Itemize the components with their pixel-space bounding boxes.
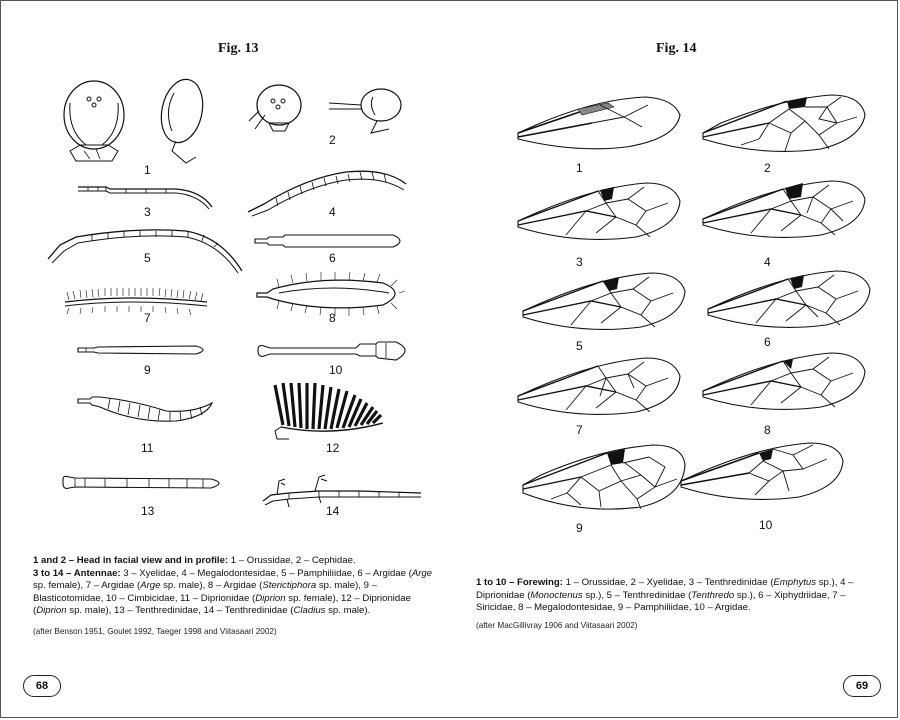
figure-caption bbox=[33, 555, 433, 618]
caption-heading: 1 to 10 – Forewing: bbox=[476, 577, 563, 588]
caption-taxon: Cladius bbox=[293, 605, 326, 617]
forewing-pamphiliidae-illustration bbox=[521, 441, 689, 517]
forewing-orussidae-illustration bbox=[516, 93, 684, 155]
forewing-xyelidae-illustration bbox=[701, 93, 869, 155]
forewing-xiphydriidae-illustration bbox=[706, 269, 874, 335]
item-label: 13 bbox=[141, 504, 155, 518]
forewing-tenthredo-illustration bbox=[521, 271, 689, 337]
item-label: 11 bbox=[141, 441, 154, 455]
caption-text: sp. male), 8 – Argidae ( bbox=[160, 580, 263, 592]
caption-text: sp. male). bbox=[325, 605, 371, 617]
caption-text: 3 – Xyelidae, 4 – Megalodontesidae, 5 – Pamphiliidae, 6 – Argidae ( bbox=[120, 567, 412, 579]
page-number: 69 bbox=[843, 675, 881, 697]
item-label: 6 bbox=[329, 251, 336, 265]
caption-taxon: Tenthredo bbox=[691, 589, 735, 601]
item-label: 14 bbox=[326, 504, 340, 518]
caption-taxon: Diprion bbox=[255, 592, 286, 604]
forewing-siricidae-illustration bbox=[516, 356, 684, 422]
item-label: 3 bbox=[144, 205, 151, 219]
caption-taxon: Arge bbox=[411, 567, 433, 579]
forewing-argidae-illustration bbox=[679, 441, 847, 507]
caption-text: 1 – Orussidae, 2 – Xyelidae, 3 – Tenthredinidae ( bbox=[562, 577, 774, 588]
item-label: 4 bbox=[764, 255, 771, 269]
item-label: 1 bbox=[576, 161, 583, 175]
figure-caption bbox=[476, 577, 876, 615]
item-label: 10 bbox=[329, 363, 343, 377]
item-label: 1 bbox=[144, 163, 151, 177]
caption-heading: 1 and 2 – Head in facial view and in profile: bbox=[33, 555, 229, 566]
item-label: 6 bbox=[764, 335, 771, 349]
item-label: 10 bbox=[759, 518, 773, 532]
right-page bbox=[451, 1, 899, 717]
figure-title: Fig. 13 bbox=[218, 41, 259, 56]
head-orussidae-illustration bbox=[56, 73, 216, 168]
caption-text: sp.), 6 – Xiphydriidae, 7 – Siricidae, 8 – Megalodontesidae, 9 – Pamphiliidae, 10 – Argidae. bbox=[476, 589, 846, 614]
item-label: 9 bbox=[144, 363, 151, 377]
caption-taxon: Emphytus bbox=[773, 577, 817, 588]
figure-credit: (after Benson 1951, Goulet 1992, Taeger 1998 and Viitasaari 2002) bbox=[33, 627, 277, 636]
caption-heading: 3 to 14 – Antennae: bbox=[33, 567, 121, 579]
forewing-megalodontesidae-illustration bbox=[701, 351, 869, 417]
caption-text: sp. male), 13 – Tenthredinidae, 14 – Tenthredinidae ( bbox=[66, 605, 294, 617]
antenna-arge-female-illustration bbox=[253, 231, 408, 251]
item-label: 5 bbox=[576, 339, 583, 353]
page-number: 68 bbox=[23, 675, 61, 697]
caption-taxon: Diprion bbox=[36, 605, 67, 617]
antenna-cimbicidae-illustration bbox=[256, 336, 416, 366]
item-label: 12 bbox=[326, 441, 340, 455]
caption-text: sp.), 4 – Diprionidae ( bbox=[476, 577, 854, 601]
item-label: 7 bbox=[144, 311, 151, 325]
item-label: 7 bbox=[576, 423, 583, 437]
forewing-emphytus-illustration bbox=[516, 181, 684, 247]
antenna-diprion-male-illustration bbox=[271, 381, 391, 441]
antenna-arge-male-illustration bbox=[61, 286, 211, 316]
item-label: 8 bbox=[329, 311, 336, 325]
figure-credit: (after MacGillivray 1906 and Viitasaari 2002) bbox=[476, 621, 638, 630]
caption-text: sp. female), 7 – Argidae ( bbox=[33, 580, 141, 592]
item-label: 8 bbox=[764, 423, 771, 437]
caption-text: sp. female), 12 – Diprionidae ( bbox=[33, 592, 411, 617]
figure-title: Fig. 14 bbox=[656, 41, 697, 56]
caption-text: sp. male), 9 – Blasticotomidae, 10 – Cimbicidae, 11 – Diprionidae ( bbox=[33, 580, 377, 604]
antenna-cladius-illustration bbox=[259, 471, 429, 511]
antenna-blasticotomidae-illustration bbox=[76, 341, 211, 359]
caption-taxon: Monoctenus bbox=[530, 589, 583, 601]
caption-taxon: Sterictiphora bbox=[262, 580, 317, 592]
item-label: 2 bbox=[329, 133, 336, 147]
caption-taxon: Arge bbox=[140, 580, 161, 592]
item-label: 2 bbox=[764, 161, 771, 175]
caption-text: 1 – Orussidae, 2 – Cephidae. bbox=[228, 555, 356, 566]
item-label: 3 bbox=[576, 255, 583, 269]
item-label: 5 bbox=[144, 251, 151, 265]
antenna-pamphiliidae-illustration bbox=[46, 219, 246, 274]
item-label: 4 bbox=[329, 205, 336, 219]
item-label: 9 bbox=[576, 521, 583, 535]
forewing-monoctenus-illustration bbox=[701, 179, 869, 245]
head-cephidae-illustration bbox=[249, 81, 409, 136]
antenna-tenthredinidae-illustration bbox=[61, 471, 231, 493]
antenna-sterictiphora-illustration bbox=[253, 271, 408, 316]
antenna-diprion-female-illustration bbox=[76, 389, 216, 429]
left-page bbox=[1, 1, 451, 717]
caption-text: sp.), 5 – Tenthredinidae ( bbox=[582, 589, 692, 601]
